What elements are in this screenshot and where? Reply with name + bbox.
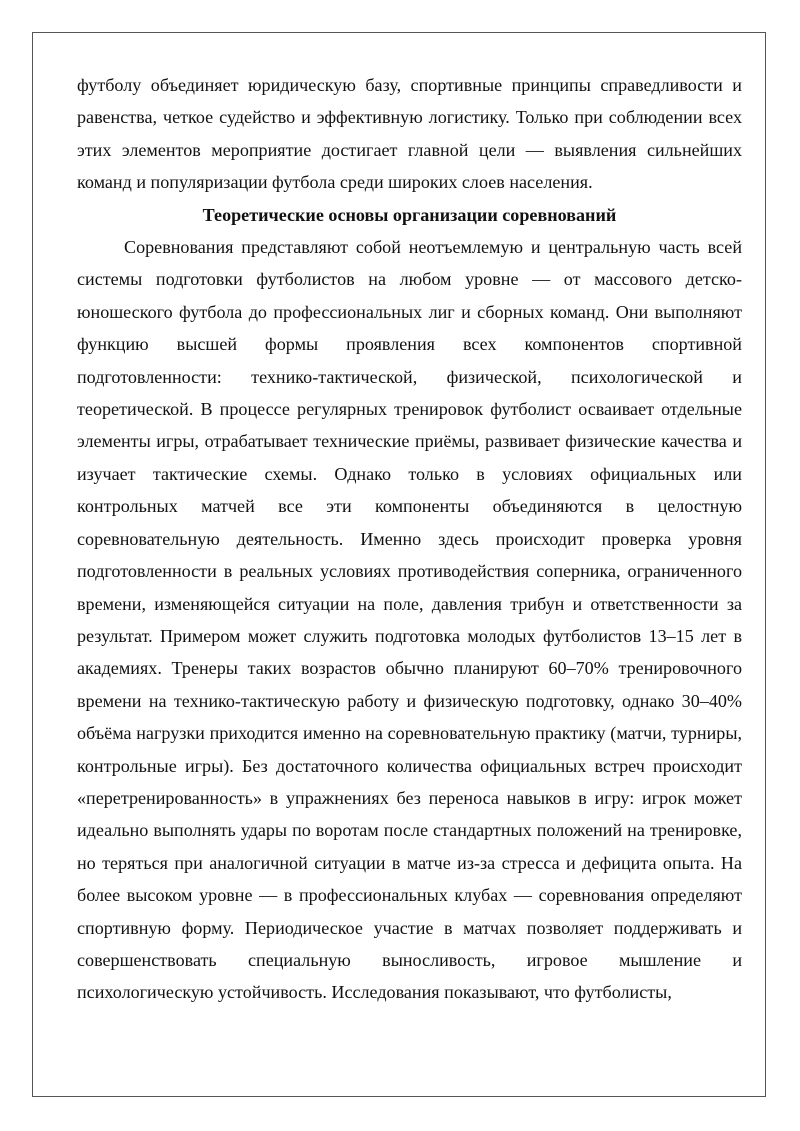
section-heading: Теоретические основы организации соревнований — [202, 204, 617, 225]
document-body — [77, 69, 742, 1009]
main-paragraph: Соревнования представляют собой неотъемлемую и центральную часть всей системы подготовки футболистов на любом уровне — от массового детско-юношеского футбола до профессиональных лиг и сборных команд. Они выполняют функцию высшей формы проявления всех компонентов спортивной подготовленности: технико-тактической, физической, психологической и теоретической. В процессе регулярных тренировок футболист осваивает отдельные элементы игры, отрабатывает технические приёмы, развивает физические качества и изучает тактические схемы. Однако только в условиях официальных или контрольных матчей все эти компоненты объединяются в целостную соревновательную деятельность. Именно здесь происходит проверка уровня подготовленности в реальных условиях противодействия соперника, ограниченного времени, изменяющейся ситуации на поле, давления трибун и ответственности за результат. Примером может служить подготовка молодых футболистов 13–15 лет в академиях. Тренеры таких возрастов обычно планируют 60–70% тренировочного времени на технико-тактическую работу и физическую подготовку, однако 30–40% объёма нагрузки приходится именно на соревновательную практику (матчи, турниры, контрольные игры). Без достаточного количества официальных встреч происходит «перетренированность» в упражнениях без переноса навыков в игру: игрок может идеально выполнять удары по воротам после стандартных положений на тренировке, но теряться при аналогичной ситуации в матче из-за стресса и дефицита опыта. На более высоком уровне — в профессиональных клубах — соревнования определяют спортивную форму. Периодическое участие в матчах позволяет поддерживать и совершенствовать специальную выносливость, игровое мышление и психологическую устойчивость. Исследования показывают, что футболисты, — [77, 237, 742, 1003]
intro-paragraph: футболу объединяет юридическую базу, спортивные принципы справедливости и равенства, четкое судейство и эффективную логистику. Только при соблюдении всех этих элементов мероприятие достигает главной цели — выявления сильнейших команд и популяризации футбола среди широких слоев населения. — [77, 75, 742, 193]
